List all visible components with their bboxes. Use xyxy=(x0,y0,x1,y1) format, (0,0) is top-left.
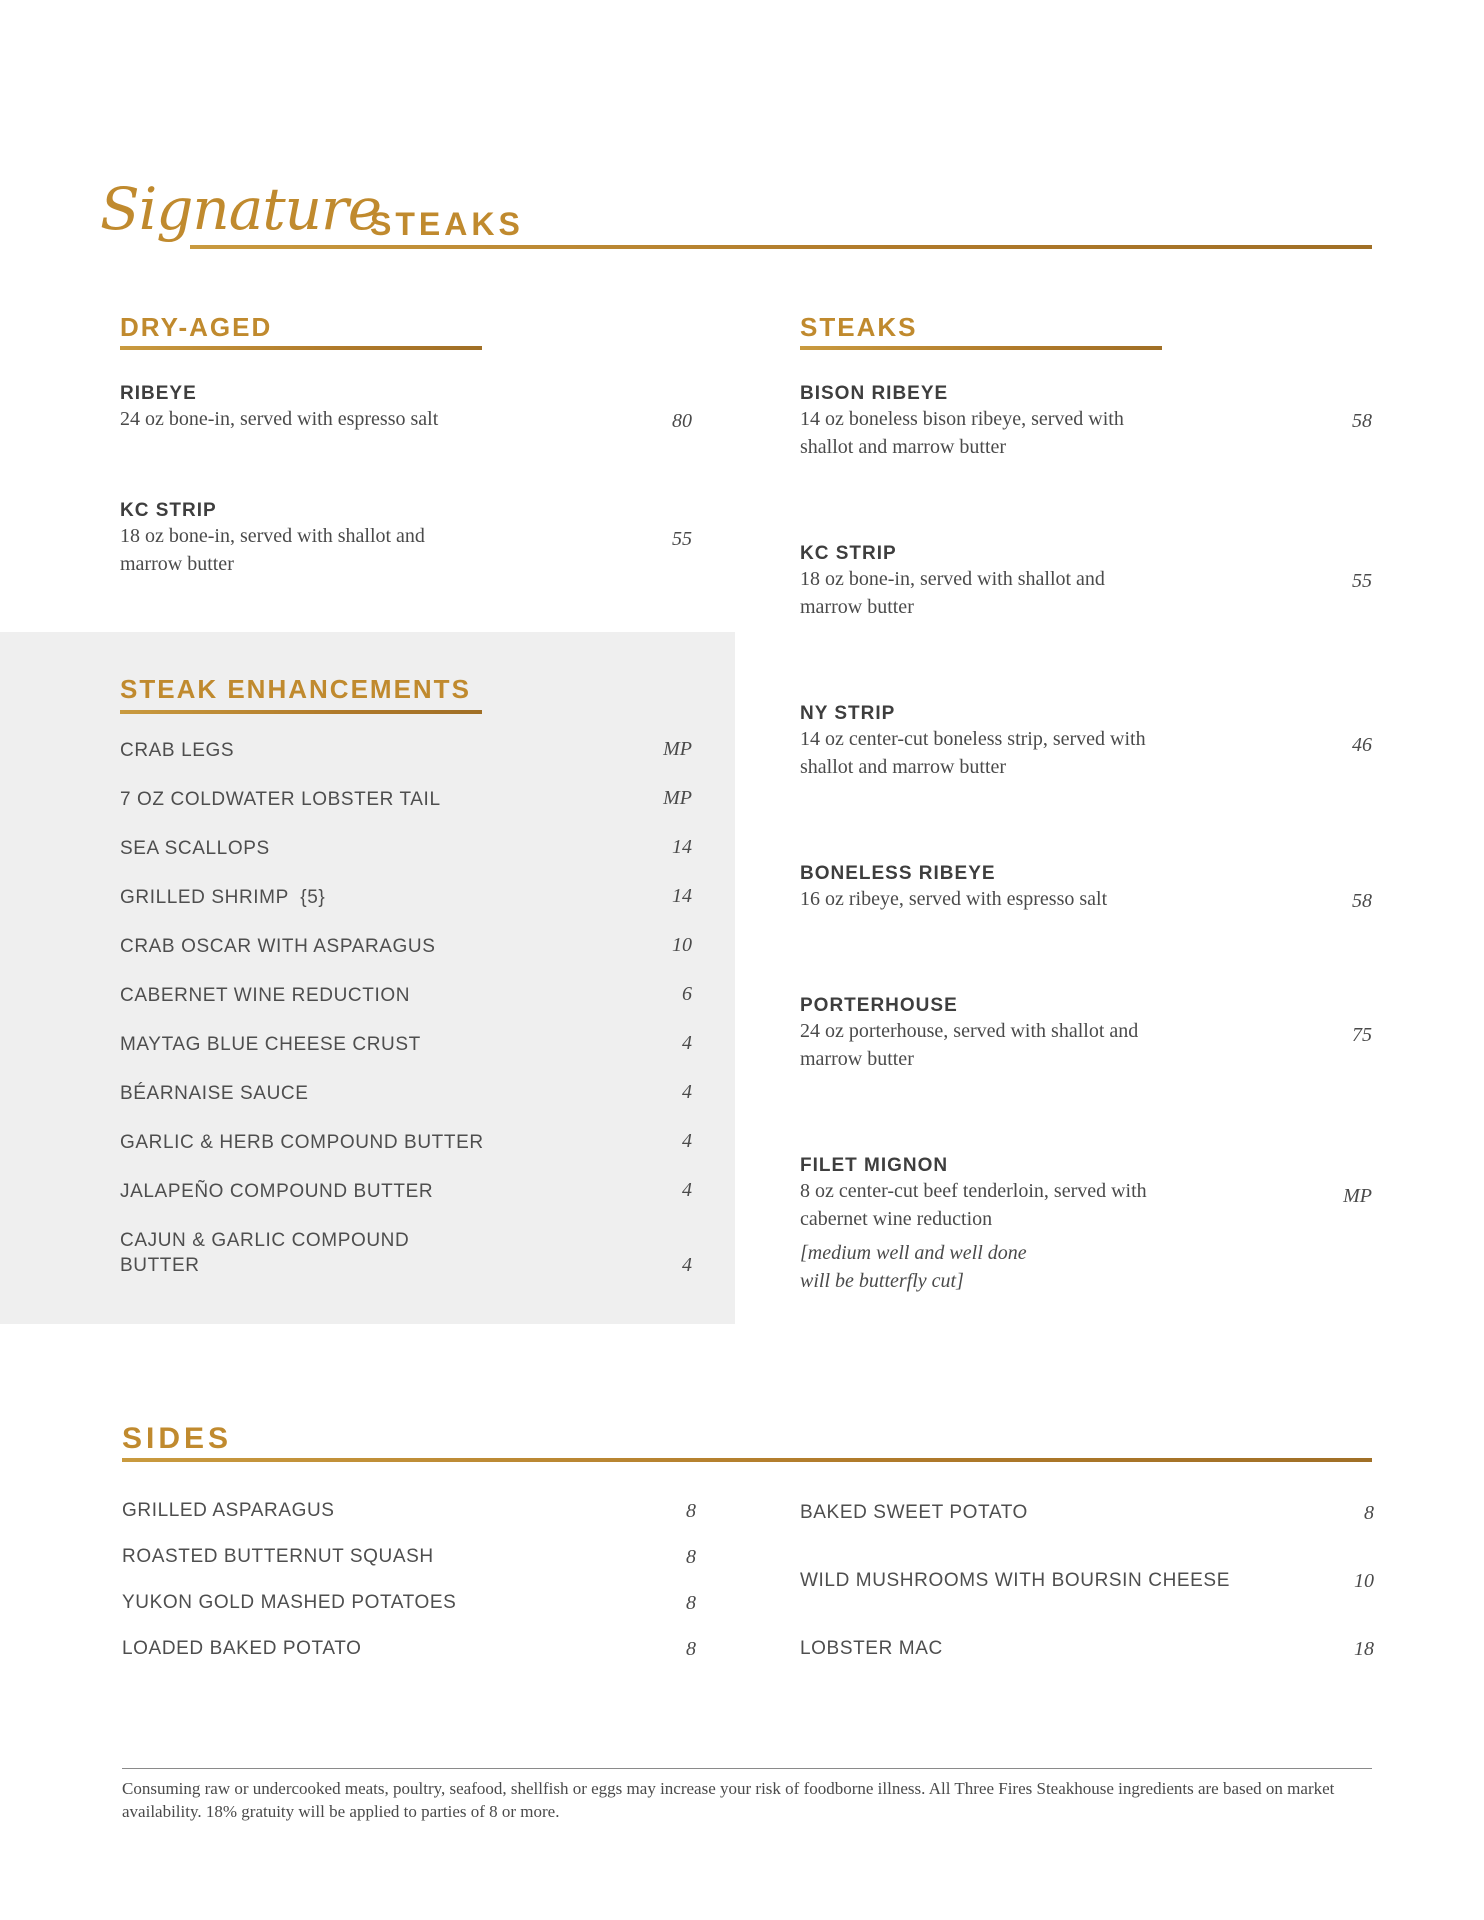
header-rule xyxy=(190,245,1372,249)
footer-divider xyxy=(122,1768,1372,1769)
side-row xyxy=(122,1500,696,1530)
side-row xyxy=(122,1592,696,1622)
side-price: 18 xyxy=(1354,1638,1374,1660)
enhancement-price: MP xyxy=(663,738,692,760)
enhancement-row xyxy=(120,885,692,915)
steaks-heading: STEAKS xyxy=(800,312,918,342)
item-name: KC STRIP xyxy=(120,500,217,521)
menu-item xyxy=(800,1155,1370,1295)
item-price: 46 xyxy=(1352,734,1372,756)
enhancement-name: CRAB LEGS xyxy=(120,740,235,761)
enhancements-heading: STEAK ENHANCEMENTS xyxy=(120,674,471,704)
side-name: BAKED SWEET POTATO xyxy=(800,1502,1028,1523)
enhancement-name: MAYTAG BLUE CHEESE CRUST xyxy=(120,1034,421,1055)
enhancement-name: CRAB OSCAR WITH ASPARAGUS xyxy=(120,936,436,957)
side-price: 10 xyxy=(1354,1570,1374,1592)
item-name: FILET MIGNON xyxy=(800,1155,949,1176)
menu-item xyxy=(800,863,1370,913)
side-price: 8 xyxy=(686,1638,696,1660)
enhancement-name: GRILLED SHRIMP {5} xyxy=(120,887,326,908)
menu-item xyxy=(800,543,1370,621)
item-name: BONELESS RIBEYE xyxy=(800,863,996,884)
enhancement-row xyxy=(120,1228,692,1282)
side-price: 8 xyxy=(686,1592,696,1614)
item-description: 14 oz boneless bison ribeye, served with shallot and marrow butter xyxy=(800,408,1124,458)
item-price: 75 xyxy=(1352,1024,1372,1046)
enhancement-row xyxy=(120,787,692,817)
sides-heading: SIDES xyxy=(122,1422,233,1455)
enhancement-price: MP xyxy=(663,787,692,809)
enhancement-name: BÉARNAISE SAUCE xyxy=(120,1083,309,1104)
enhancement-name: 7 OZ COLDWATER LOBSTER TAIL xyxy=(120,789,441,810)
menu-item xyxy=(120,500,690,578)
enhancement-row xyxy=(120,1081,692,1111)
enhancement-price: 14 xyxy=(672,836,692,858)
side-name: WILD MUSHROOMS WITH BOURSIN CHEESE xyxy=(800,1570,1230,1591)
side-name: GRILLED ASPARAGUS xyxy=(122,1500,335,1521)
side-row xyxy=(800,1638,1374,1668)
enhancement-price: 4 xyxy=(682,1179,692,1201)
item-price: 58 xyxy=(1352,410,1372,432)
enhancement-price: 4 xyxy=(682,1254,692,1276)
steaks-rule xyxy=(800,346,1162,350)
item-description: 24 oz porterhouse, served with shallot and marrow butter xyxy=(800,1020,1139,1070)
side-name: LOBSTER MAC xyxy=(800,1638,943,1659)
side-price: 8 xyxy=(686,1500,696,1522)
enhancement-name: JALAPEÑO COMPOUND BUTTER xyxy=(120,1181,434,1202)
enhancement-row xyxy=(120,983,692,1013)
side-name: YUKON GOLD MASHED POTATOES xyxy=(122,1592,457,1613)
enhancements-panel xyxy=(0,632,735,1324)
menu-item xyxy=(120,383,690,433)
item-name: RIBEYE xyxy=(120,383,197,404)
sides-rule xyxy=(122,1458,1372,1462)
item-description: 18 oz bone-in, served with shallot and marrow butter xyxy=(800,568,1105,618)
enhancement-row xyxy=(120,836,692,866)
item-description: 18 oz bone-in, served with shallot and marrow butter xyxy=(120,525,425,575)
enhancement-price: 4 xyxy=(682,1032,692,1054)
enhancements-rule xyxy=(120,710,482,714)
item-note: [medium well and well done will be butterfly cut] xyxy=(800,1242,1027,1292)
enhancement-name: SEA SCALLOPS xyxy=(120,838,270,859)
item-price: 80 xyxy=(672,410,692,432)
item-description: 14 oz center-cut boneless strip, served with shallot and marrow butter xyxy=(800,728,1146,778)
enhancement-row xyxy=(120,1130,692,1160)
side-row xyxy=(800,1502,1374,1532)
enhancement-name: CABERNET WINE REDUCTION xyxy=(120,985,411,1006)
header-script-title: Signature xyxy=(100,175,382,243)
enhancement-row xyxy=(120,1179,692,1209)
footer-disclaimer: Consuming raw or undercooked meats, poultry, seafood, shellfish or eggs may increase your risk of foodborne illness. All Three Fires Steakhouse ingredients are based on market availability. 18% gratuity will be applied to parties of 8 or more. xyxy=(122,1779,1335,1821)
item-name: BISON RIBEYE xyxy=(800,383,949,404)
enhancement-price: 14 xyxy=(672,885,692,907)
item-name: NY STRIP xyxy=(800,703,896,724)
item-description: 24 oz bone-in, served with espresso salt xyxy=(120,408,439,430)
enhancement-name: GARLIC & HERB COMPOUND BUTTER xyxy=(120,1132,484,1153)
menu-item xyxy=(800,703,1370,781)
item-description: 16 oz ribeye, served with espresso salt xyxy=(800,888,1108,910)
side-row xyxy=(122,1638,696,1668)
menu-item xyxy=(800,995,1370,1073)
item-price: 58 xyxy=(1352,890,1372,912)
side-name: ROASTED BUTTERNUT SQUASH xyxy=(122,1546,434,1567)
item-description: 8 oz center-cut beef tenderloin, served with cabernet wine reduction xyxy=(800,1180,1147,1230)
enhancement-row xyxy=(120,934,692,964)
side-price: 8 xyxy=(686,1546,696,1568)
menu-item xyxy=(800,383,1370,461)
item-name: PORTERHOUSE xyxy=(800,995,958,1016)
item-price: MP xyxy=(1343,1185,1372,1207)
enhancement-row xyxy=(120,1032,692,1062)
side-row xyxy=(122,1546,696,1576)
side-row xyxy=(800,1570,1374,1600)
enhancement-price: 4 xyxy=(682,1081,692,1103)
dry-aged-heading: DRY-AGED xyxy=(120,312,273,342)
side-name: LOADED BAKED POTATO xyxy=(122,1638,362,1659)
header-title: STEAKS xyxy=(370,206,524,242)
enhancement-price: 6 xyxy=(682,983,692,1005)
enhancement-name: CAJUN & GARLIC COMPOUND BUTTER xyxy=(120,1230,410,1276)
item-price: 55 xyxy=(1352,570,1372,592)
enhancement-price: 4 xyxy=(682,1130,692,1152)
item-name: KC STRIP xyxy=(800,543,897,564)
side-price: 8 xyxy=(1364,1502,1374,1524)
dry-aged-rule xyxy=(120,346,482,350)
enhancement-row xyxy=(120,738,692,768)
item-price: 55 xyxy=(672,528,692,550)
enhancement-price: 10 xyxy=(672,934,692,956)
